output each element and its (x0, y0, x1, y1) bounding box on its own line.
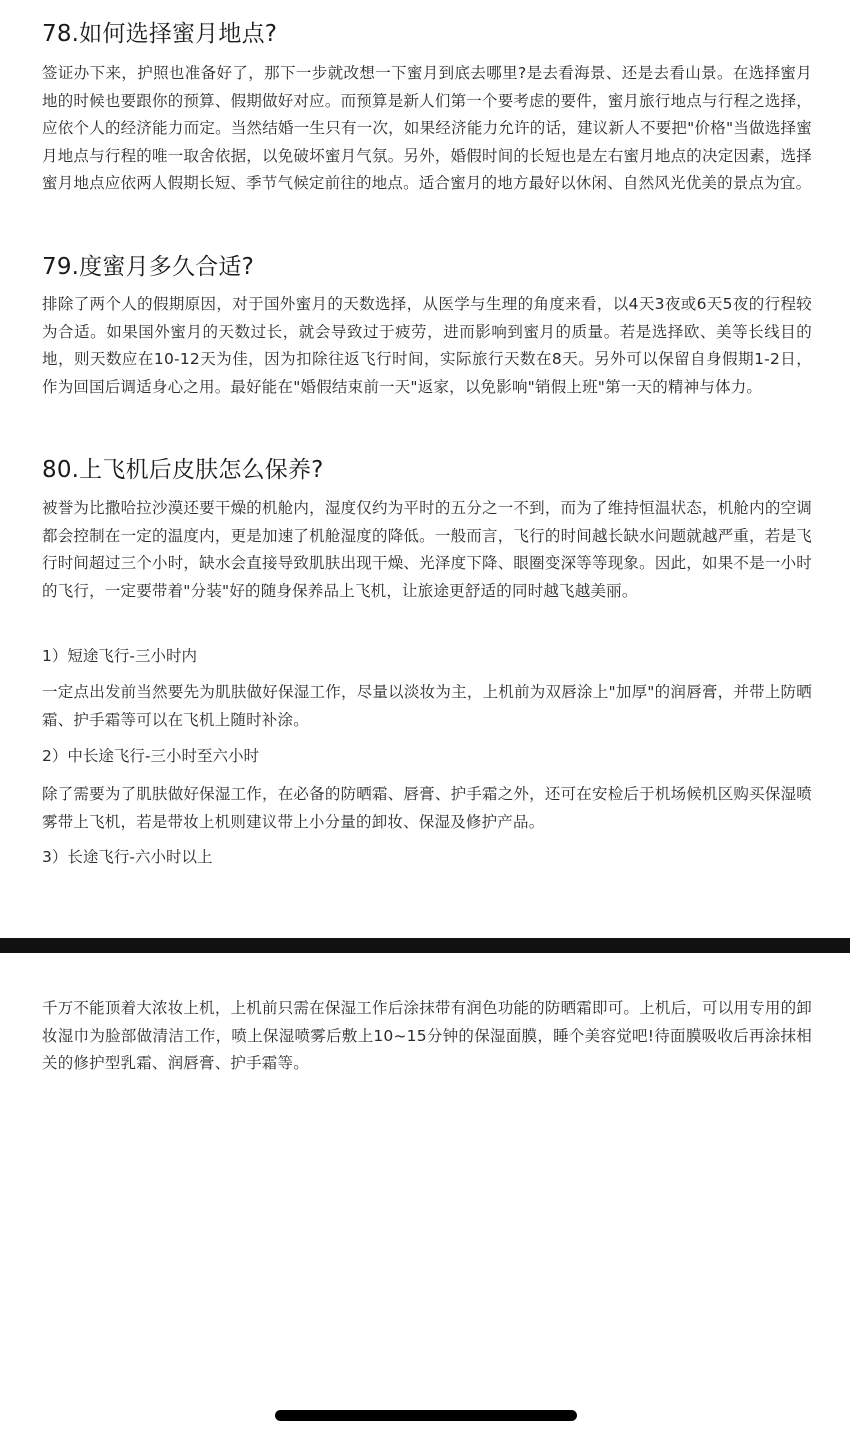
subsection-1-label: 1）短途飞行-三小时内 (42, 647, 197, 665)
home-indicator[interactable] (275, 1410, 577, 1421)
page-divider (0, 938, 850, 953)
subsection-1-text: 一定点出发前当然要先为肌肤做好保湿工作，尽量以淡妆为主，上机前为双唇涂上"加厚"的润唇膏，并带上防晒霜、护手霜等可以在飞机上随时补涂。 (42, 683, 812, 729)
section-79-title: 79.度蜜月多久合适? (42, 254, 254, 280)
section-78-text: 签证办下来，护照也准备好了，那下一步就改想一下蜜月到底去哪里?是去看海景、还是去看山景。在选择蜜月地的时候也要跟你的预算、假期做好对应。而预算是新人们第一个要考虑的要件，蜜月旅行地点与行程之选择，应依个人的经济能力而定。当然结婚一生只有一次，如果经济能力允许的话，建议新人不要把"价格"当做选择蜜月地点与行程的唯一取舍依据，以免破坏蜜月气氛。另外，婚假时间的长短也是左右蜜月地点的决定因素，选择蜜月地点应依两人假期长短、季节气候定前往的地点。适合蜜月的地方最好以休闲、自然风光优美的景点为宜。 (42, 64, 812, 193)
section-78-title: 78.如何选择蜜月地点? (42, 21, 278, 47)
section-79-text: 排除了两个人的假期原因，对于国外蜜月的天数选择，从医学与生理的角度来看，以4天3夜或6天5夜的行程较为合适。如果国外蜜月的天数过长，就会导致过于疲劳，进而影响到蜜月的质量。若是选择欧、美等长线目的地，则天数应在10-12天为佳，因为扣除往返飞行时间，实际旅行天数在8天。另外可以保留自身假期1-2日，作为回国后调适身心之用。最好能在"婚假结束前一天"返家，以免影响"销假上班"第一天的精神与体力。 (42, 295, 812, 396)
subsection-3-label: 3）长途飞行-六小时以上 (42, 848, 213, 866)
subsection-2-label: 2）中长途飞行-三小时至六小时 (42, 747, 259, 765)
section-80-text: 被誉为比撒哈拉沙漠还要干燥的机舱内，湿度仅约为平时的五分之一不到，而为了维持恒温状态，机舱内的空调都会控制在一定的温度内，更是加速了机舱湿度的降低。一般而言，飞行的时间越长缺水问题就越严重，若是飞行时间超过三个小时，缺水会直接导致肌肤出现干燥、光泽度下降、眼圈变深等等现象。因此，如果不是一小时的飞行，一定要带着"分装"好的随身保养品上飞机，让旅途更舒适的同时越飞越美丽。 (42, 499, 812, 600)
subsection-2-text: 除了需要为了肌肤做好保湿工作，在必备的防晒霜、唇膏、护手霜之外，还可在安检后于机场候机区购买保湿喷雾带上飞机，若是带妆上机则建议带上小分量的卸妆、保湿及修护产品。 (42, 785, 812, 831)
subsection-3-text: 千万不能顶着大浓妆上机，上机前只需在保湿工作后涂抹带有润色功能的防晒霜即可。上机后，可以用专用的卸妆湿巾为脸部做清洁工作，喷上保湿喷雾后敷上10~15分钟的保湿面膜，睡个美容觉吧!待面膜吸收后再涂抹相关的修护型乳霜、润唇膏、护手霜等。 (42, 999, 812, 1073)
section-80-title: 80.上飞机后皮肤怎么保养? (42, 457, 324, 483)
